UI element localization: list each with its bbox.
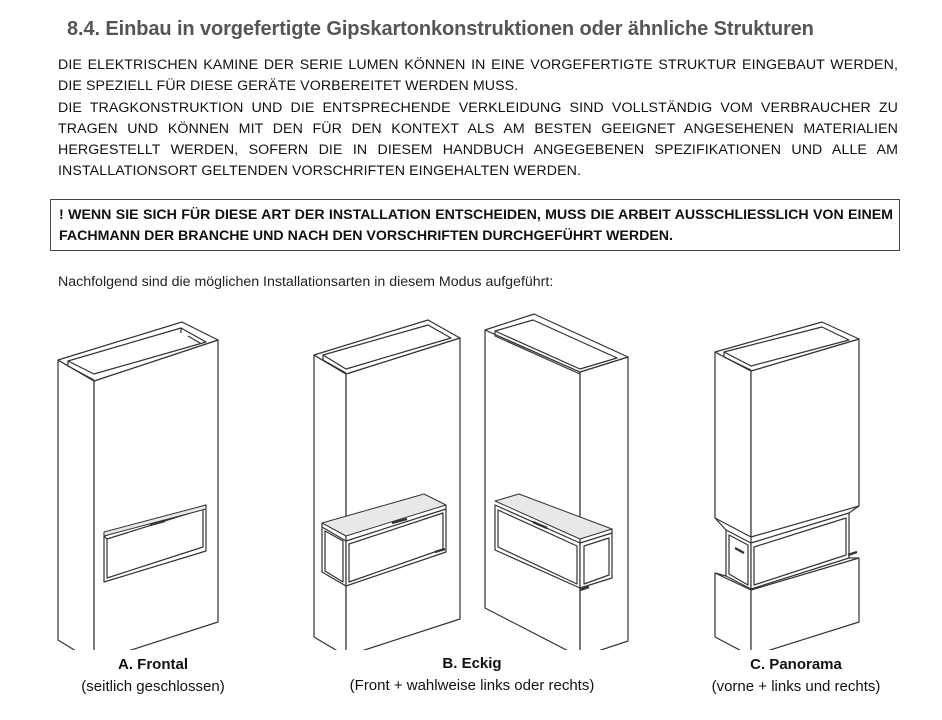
installation-illustrations [0, 300, 942, 650]
warning-text: ! WENN SIE SICH FÜR DIESE ART DER INSTALLATION ENTSCHEIDEN, MUSS DIE ARBEIT AUSSCHLIESSLICH VON EINEM FACHMANN DER BRANCHE UND NACH DEN VORSCHRIFTEN DURCHGEFÜHRT WERDEN. [59, 207, 893, 244]
caption-corner [322, 653, 622, 697]
corner-left-installation-drawing [314, 320, 460, 650]
corner-right-installation-drawing [485, 314, 628, 650]
caption-corner-name: B. Eckig [442, 655, 502, 672]
caption-frontal-subtitle: (seitlich geschlossen) [81, 678, 225, 695]
warning-box [50, 199, 900, 251]
caption-corner-subtitle: (Front + wahlweise links oder rechts) [349, 677, 595, 694]
caption-frontal [3, 654, 303, 698]
caption-panorama-name: C. Panorama [750, 656, 842, 673]
frontal-installation-drawing [58, 322, 218, 650]
caption-frontal-name: A. Frontal [118, 656, 188, 673]
installation-types-intro: Nachfolgend sind die möglichen Installationsarten in diesem Modus aufgeführt: [58, 274, 554, 290]
caption-panorama [646, 654, 942, 698]
paragraph-construction: DIE TRAGKONSTRUKTION UND DIE ENTSPRECHENDE VERKLEIDUNG SIND VOLLSTÄNDIG VOM VERBRAUCHER ZU TRAGEN UND KÖNNEN MIT DEN FÜR DEN KONTEXT ALS AM BESTEN GEEIGNET ANGESEHENEN MATERIALIEN HERGESTELLT WERDEN, SOFERN DIE IN DIESEM HANDBUCH ANGEGEBENEN SPEZIFIKATIONEN UND ALLE AM INSTALLATIONSORT GELTENDEN VORSCHRIFTEN EINGEHALTEN WERDEN. [58, 100, 898, 179]
section-title: 8.4. Einbau in vorgefertigte Gipskartonkonstruktionen oder ähnliche Strukturen [67, 18, 814, 40]
caption-panorama-subtitle: (vorne + links und rechts) [711, 678, 881, 695]
panorama-installation-drawing [715, 322, 859, 650]
paragraph-intro-structure: DIE ELEKTRISCHEN KAMINE DER SERIE LUMEN KÖNNEN IN EINE VORGEFERTIGTE STRUKTUR EINGEBAUT WERDEN, DIE SPEZIELL FÜR DIESE GERÄTE VORBEREITET WERDEN MUSS. [58, 57, 898, 94]
